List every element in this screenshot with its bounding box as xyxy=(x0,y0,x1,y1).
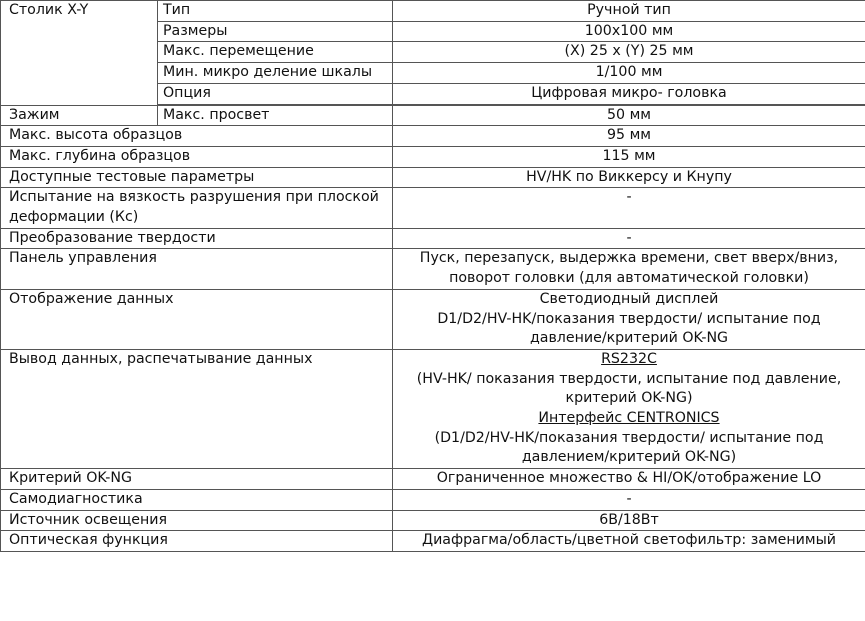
row-label: Испытание на вязкость разрушения при плоской деформации (Кс) xyxy=(1,188,393,228)
row-label: Самодиагностика xyxy=(1,489,393,510)
table-row xyxy=(1,188,865,228)
sub-label: Макс. просвет xyxy=(158,105,393,126)
display-title: Светодиодный дисплей xyxy=(539,290,719,307)
row-label: Отображение данных xyxy=(1,289,393,349)
table-row xyxy=(1,1,865,22)
cell-value xyxy=(393,289,865,349)
row-label: Преобразование твердости xyxy=(1,228,393,249)
table-row xyxy=(1,146,865,167)
sub-label: Тип xyxy=(158,1,393,22)
centronics-body: (D1/D2/HV-HK/показания твердости/ испытание под давлением/критерий OK-NG) xyxy=(434,429,824,466)
row-label: Вывод данных, распечатывание данных xyxy=(1,349,393,468)
cell-value: 100x100 мм xyxy=(393,21,865,42)
table-row xyxy=(1,510,865,531)
rs232c-body: (HV-HK/ показания твердости, испытание под давление, критерий OK-NG) xyxy=(416,370,842,407)
cell-value: 1/100 мм xyxy=(393,63,865,84)
sub-label: Размеры xyxy=(158,21,393,42)
display-body: D1/D2/HV-HK/показания твердости/ испытание под давление/критерий OK-NG xyxy=(437,310,821,347)
row-label: Макс. высота образцов xyxy=(1,126,393,147)
cell-value: Диафрагма/область/цветной светофильтр: заменимый xyxy=(393,531,865,552)
table-row xyxy=(1,289,865,349)
table-row xyxy=(1,349,865,468)
row-label: Критерий OK-NG xyxy=(1,469,393,490)
table-row xyxy=(1,489,865,510)
cell-value: Пуск, перезапуск, выдержка времени, свет вверх/вниз, поворот головки (для автоматической головки) xyxy=(393,249,865,289)
cell-value: (X) 25 x (Y) 25 мм xyxy=(393,42,865,63)
sub-label: Опция xyxy=(158,83,393,104)
cell-value: HV/HK по Виккерсу и Кнупу xyxy=(393,167,865,188)
row-label: Источник освещения xyxy=(1,510,393,531)
table-row xyxy=(1,167,865,188)
row-label: Оптическая функция xyxy=(1,531,393,552)
table-row xyxy=(1,531,865,552)
row-label: Доступные тестовые параметры xyxy=(1,167,393,188)
sub-label: Мин. микро деление шкалы xyxy=(158,63,393,84)
row-label: Макс. глубина образцов xyxy=(1,146,393,167)
cell-value: Ограниченное множество & HI/OK/отображение LO xyxy=(393,469,865,490)
cell-value: 6В/18Вт xyxy=(393,510,865,531)
cell-value xyxy=(393,349,865,468)
cell-value: - xyxy=(393,188,865,228)
centronics-title: Интерфейс CENTRONICS xyxy=(538,410,720,427)
cell-value: Ручной тип xyxy=(393,1,865,22)
cell-value: - xyxy=(393,228,865,249)
row-label: Зажим xyxy=(1,105,158,126)
table-row xyxy=(1,469,865,490)
rs232c-title: RS232C xyxy=(601,350,657,367)
sub-label: Макс. перемещение xyxy=(158,42,393,63)
table-row xyxy=(1,228,865,249)
cell-value: 50 мм xyxy=(393,105,865,126)
table-row xyxy=(1,249,865,289)
table-row xyxy=(1,126,865,147)
cell-value: Цифровая микро- головка xyxy=(393,83,865,104)
cell-value: - xyxy=(393,489,865,510)
cell-value: 115 мм xyxy=(393,146,865,167)
table-row xyxy=(1,105,865,126)
row-label: Панель управления xyxy=(1,249,393,289)
row-label: Столик X-Y xyxy=(1,1,158,106)
cell-value: 95 мм xyxy=(393,126,865,147)
